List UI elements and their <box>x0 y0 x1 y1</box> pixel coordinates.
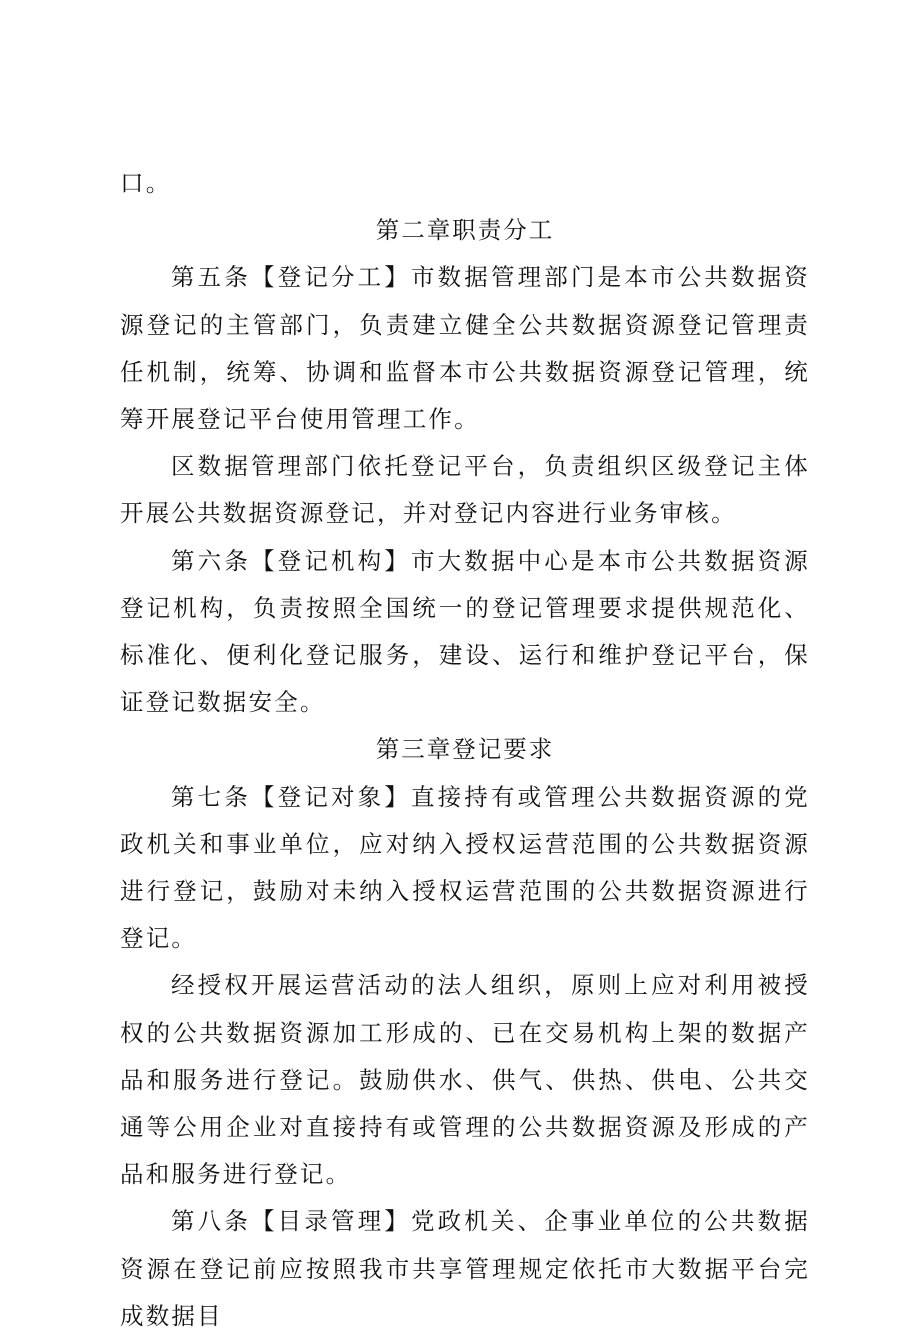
article-5-paragraph: 第五条【登记分工】市数据管理部门是本市公共数据资源登记的主管部门，负责建立健全公共数据资源登记管理责任机制，统筹、协调和监督本市公共数据资源登记管理，统筹开展登记平台使用管理工作。 <box>120 263 810 434</box>
article-5-district-paragraph: 区数据管理部门依托登记平台，负责组织区级登记主体开展公共数据资源登记，并对登记内容进行业务审核。 <box>120 452 810 528</box>
article-8-paragraph: 第八条【目录管理】党政机关、企事业单位的公共数据资源在登记前应按照我市共享管理规定依托市大数据平台完成数据目 <box>120 1207 810 1330</box>
article-7-operator-paragraph: 经授权开展运营活动的法人组织，原则上应对利用被授权的公共数据资源加工形成的、已在交易机构上架的数据产品和服务进行登记。鼓励供水、供气、供热、供电、公共交通等公用企业对直接持有或管理的公共数据资源及形成的产品和服务进行登记。 <box>120 971 810 1189</box>
article-6-paragraph: 第六条【登记机构】市大数据中心是本市公共数据资源登记机构，负责按照全国统一的登记管理要求提供规范化、标准化、便利化登记服务，建设、运行和维护登记平台，保证登记数据安全。 <box>120 546 810 717</box>
document-body <box>120 160 810 1340</box>
article-7-paragraph: 第七条【登记对象】直接持有或管理公共数据资源的党政机关和事业单位，应对纳入授权运营范围的公共数据资源进行登记，鼓励对未纳入授权运营范围的公共数据资源进行登记。 <box>120 782 810 953</box>
paragraph-continuation: 口。 <box>120 169 172 197</box>
chapter-heading-3: 第三章登记要求 <box>375 735 555 764</box>
chapter-heading-2: 第二章职责分工 <box>375 216 555 245</box>
